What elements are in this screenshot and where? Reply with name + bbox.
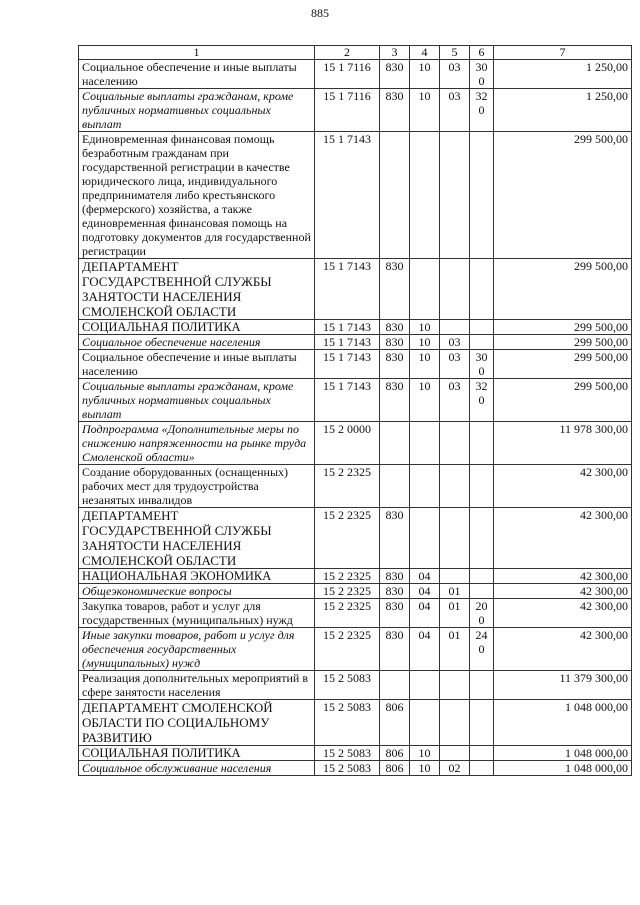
row-code-cell: 15 1 7143 [315,379,380,422]
row-section-cell [410,259,440,320]
row-code-cell: 15 2 2325 [315,628,380,671]
row-subsection-cell: 03 [440,335,470,350]
row-name-cell: Подпрограмма «Дополнительные меры по снижению напряженности на рынке труда Смоленской области» [79,422,315,465]
table-row [79,508,632,569]
row-expense-cell [470,584,494,599]
row-code-cell: 15 1 7116 [315,60,380,89]
row-name-cell: Общеэкономические вопросы [79,584,315,599]
row-section-cell: 10 [410,746,440,761]
row-expense-cell [470,320,494,335]
column-header: 6 [470,46,494,60]
row-ministry-cell: 830 [380,569,410,584]
row-subsection-cell [440,671,470,700]
row-name-cell: СОЦИАЛЬНАЯ ПОЛИТИКА [79,320,315,335]
row-ministry-cell: 830 [380,628,410,671]
row-amount-cell: 42 300,00 [494,628,632,671]
row-amount-cell: 299 500,00 [494,350,632,379]
row-section-cell: 10 [410,320,440,335]
column-header: 5 [440,46,470,60]
row-code-cell: 15 1 7143 [315,350,380,379]
row-name-cell: Создание оборудованных (оснащенных) рабочих мест для трудоустройства незанятых инвалидов [79,465,315,508]
table-row [79,132,632,259]
budget-table [78,45,632,776]
row-amount-cell: 299 500,00 [494,320,632,335]
row-name-cell: Иные закупки товаров, работ и услуг для обеспечения государственных (муниципальных) нужд [79,628,315,671]
row-name-cell: ДЕПАРТАМЕНТ СМОЛЕНСКОЙ ОБЛАСТИ ПО СОЦИАЛЬНОМУ РАЗВИТИЮ [79,700,315,746]
row-amount-cell: 1 048 000,00 [494,746,632,761]
row-subsection-cell: 03 [440,379,470,422]
row-code-cell: 15 2 5083 [315,746,380,761]
row-subsection-cell [440,508,470,569]
row-amount-cell: 299 500,00 [494,132,632,259]
row-name-cell: Социальное обеспечение и иные выплаты населению [79,60,315,89]
row-amount-cell: 42 300,00 [494,508,632,569]
row-expense-cell [470,422,494,465]
row-ministry-cell: 830 [380,60,410,89]
row-section-cell [410,671,440,700]
row-subsection-cell [440,320,470,335]
row-name-cell: Реализация дополнительных мероприятий в сфере занятости населения [79,671,315,700]
table-row [79,465,632,508]
table-row [79,746,632,761]
row-amount-cell: 11 978 300,00 [494,422,632,465]
row-ministry-cell: 806 [380,761,410,776]
row-code-cell: 15 1 7116 [315,89,380,132]
table-row [79,335,632,350]
row-code-cell: 15 2 2325 [315,508,380,569]
row-section-cell: 10 [410,335,440,350]
row-code-cell: 15 1 7143 [315,335,380,350]
row-code-cell: 15 1 7143 [315,320,380,335]
row-section-cell: 04 [410,599,440,628]
row-subsection-cell [440,700,470,746]
row-ministry-cell [380,132,410,259]
table-row [79,569,632,584]
table-row [79,259,632,320]
row-code-cell: 15 2 5083 [315,700,380,746]
row-subsection-cell: 01 [440,628,470,671]
row-expense-cell [470,700,494,746]
row-amount-cell: 42 300,00 [494,584,632,599]
row-section-cell: 10 [410,379,440,422]
table-row [79,628,632,671]
row-expense-cell [470,465,494,508]
row-ministry-cell: 806 [380,746,410,761]
row-ministry-cell [380,422,410,465]
row-amount-cell: 42 300,00 [494,569,632,584]
row-subsection-cell [440,465,470,508]
row-name-cell: Единовременная финансовая помощь безработным гражданам при государственной регистрации в качестве юридического лица, индивидуального предпринимателя либо крестьянского (фермерского) хозяйства, а также единовременная финансовая помощь на подготовку документов для государственной регистрации [79,132,315,259]
row-name-cell: Социальное обслуживание населения [79,761,315,776]
row-expense-cell: 20 0 [470,599,494,628]
table-row [79,584,632,599]
row-expense-cell [470,746,494,761]
row-amount-cell: 299 500,00 [494,379,632,422]
row-subsection-cell [440,259,470,320]
row-amount-cell: 299 500,00 [494,259,632,320]
row-amount-cell: 299 500,00 [494,335,632,350]
row-ministry-cell: 830 [380,584,410,599]
table-row [79,320,632,335]
row-name-cell: Социальное обеспечение и иные выплаты населению [79,350,315,379]
row-section-cell [410,508,440,569]
page-number: 885 [311,6,329,20]
row-ministry-cell: 830 [380,508,410,569]
row-subsection-cell: 03 [440,89,470,132]
row-section-cell: 04 [410,628,440,671]
row-expense-cell [470,508,494,569]
row-ministry-cell: 830 [380,320,410,335]
row-expense-cell [470,259,494,320]
table-row [79,422,632,465]
table-row [79,671,632,700]
row-expense-cell: 32 0 [470,379,494,422]
row-expense-cell [470,132,494,259]
table-row [79,700,632,746]
row-code-cell: 15 2 2325 [315,465,380,508]
row-name-cell: Социальные выплаты гражданам, кроме публичных нормативных социальных выплат [79,89,315,132]
row-name-cell: ДЕПАРТАМЕНТ ГОСУДАРСТВЕННОЙ СЛУЖБЫ ЗАНЯТОСТИ НАСЕЛЕНИЯ СМОЛЕНСКОЙ ОБЛАСТИ [79,259,315,320]
row-ministry-cell: 830 [380,259,410,320]
row-code-cell: 15 2 2325 [315,569,380,584]
row-section-cell [410,700,440,746]
row-ministry-cell: 830 [380,89,410,132]
row-subsection-cell: 02 [440,761,470,776]
row-subsection-cell: 03 [440,60,470,89]
row-section-cell: 10 [410,60,440,89]
row-section-cell: 04 [410,569,440,584]
row-ministry-cell: 830 [380,335,410,350]
row-expense-cell: 24 0 [470,628,494,671]
row-name-cell: Социальные выплаты гражданам, кроме публичных нормативных социальных выплат [79,379,315,422]
row-ministry-cell [380,465,410,508]
row-expense-cell [470,569,494,584]
row-amount-cell: 42 300,00 [494,599,632,628]
row-code-cell: 15 1 7143 [315,259,380,320]
table-row [79,350,632,379]
table-row [79,60,632,89]
row-name-cell: Закупка товаров, работ и услуг для государственных (муниципальных) нужд [79,599,315,628]
row-expense-cell [470,335,494,350]
row-section-cell: 04 [410,584,440,599]
row-subsection-cell: 01 [440,584,470,599]
column-header-row [79,46,632,60]
row-ministry-cell: 830 [380,379,410,422]
row-name-cell: ДЕПАРТАМЕНТ ГОСУДАРСТВЕННОЙ СЛУЖБЫ ЗАНЯТОСТИ НАСЕЛЕНИЯ СМОЛЕНСКОЙ ОБЛАСТИ [79,508,315,569]
table-row [79,599,632,628]
row-ministry-cell: 830 [380,350,410,379]
column-header: 4 [410,46,440,60]
row-amount-cell: 42 300,00 [494,465,632,508]
table-body [79,60,632,776]
row-section-cell: 10 [410,350,440,379]
row-expense-cell: 30 0 [470,60,494,89]
row-subsection-cell [440,746,470,761]
row-amount-cell: 1 250,00 [494,60,632,89]
row-subsection-cell [440,132,470,259]
row-amount-cell: 1 048 000,00 [494,761,632,776]
row-code-cell: 15 2 5083 [315,761,380,776]
row-code-cell: 15 2 0000 [315,422,380,465]
row-expense-cell: 32 0 [470,89,494,132]
row-amount-cell: 11 379 300,00 [494,671,632,700]
row-expense-cell [470,671,494,700]
column-header: 7 [494,46,632,60]
row-amount-cell: 1 250,00 [494,89,632,132]
row-expense-cell [470,761,494,776]
column-header: 2 [315,46,380,60]
row-section-cell [410,132,440,259]
row-code-cell: 15 2 5083 [315,671,380,700]
row-code-cell: 15 2 2325 [315,599,380,628]
row-subsection-cell: 01 [440,599,470,628]
row-section-cell [410,465,440,508]
row-name-cell: СОЦИАЛЬНАЯ ПОЛИТИКА [79,746,315,761]
row-section-cell [410,422,440,465]
row-ministry-cell: 806 [380,700,410,746]
row-ministry-cell [380,671,410,700]
row-code-cell: 15 2 2325 [315,584,380,599]
table-row [79,89,632,132]
row-code-cell: 15 1 7143 [315,132,380,259]
column-header: 1 [79,46,315,60]
row-section-cell: 10 [410,89,440,132]
row-name-cell: НАЦИОНАЛЬНАЯ ЭКОНОМИКА [79,569,315,584]
row-subsection-cell [440,422,470,465]
row-subsection-cell [440,569,470,584]
table-row [79,761,632,776]
table-row [79,379,632,422]
row-expense-cell: 30 0 [470,350,494,379]
row-subsection-cell: 03 [440,350,470,379]
row-section-cell: 10 [410,761,440,776]
column-header: 3 [380,46,410,60]
row-amount-cell: 1 048 000,00 [494,700,632,746]
row-ministry-cell: 830 [380,599,410,628]
row-name-cell: Социальное обеспечение населения [79,335,315,350]
